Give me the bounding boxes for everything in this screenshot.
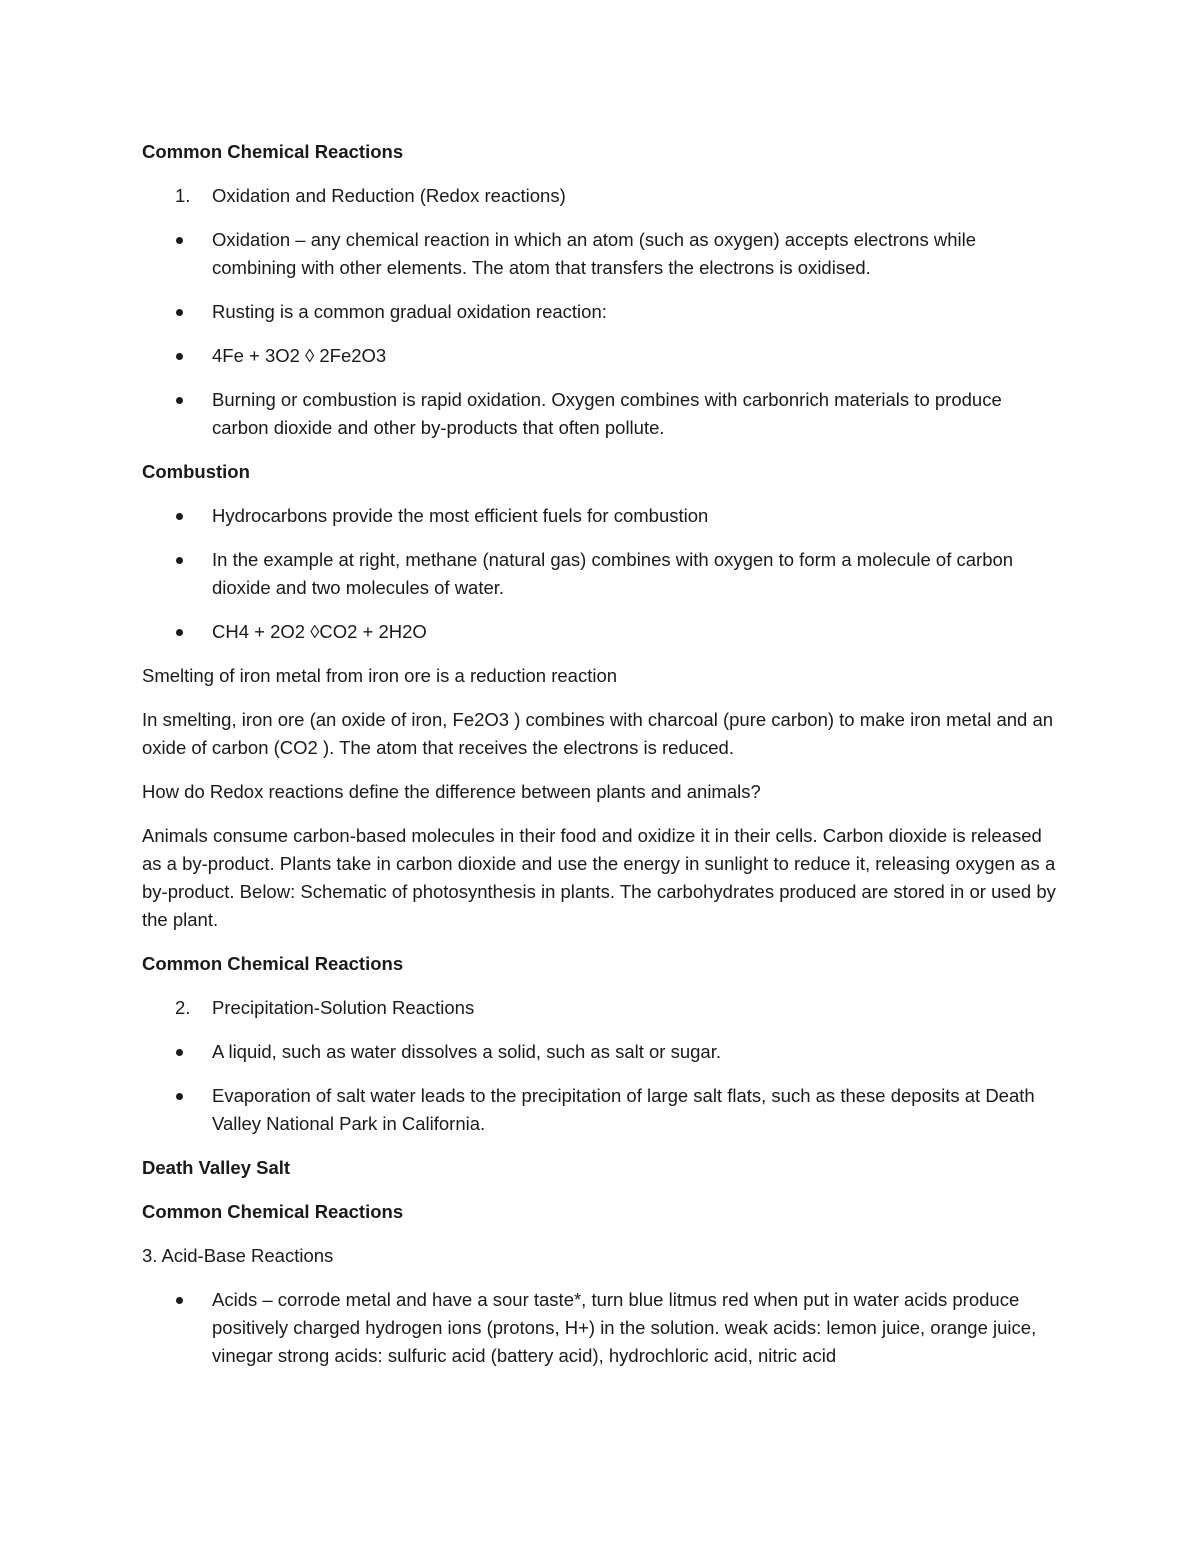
paragraph: How do Redox reactions define the difference between plants and animals? [142,781,761,802]
bullet-item [142,1038,1062,1066]
numbered-item [142,182,1062,210]
section-heading: Death Valley Salt [142,1157,291,1178]
bullet-item [142,386,1062,442]
bullet-item [142,502,1062,530]
bullet-item [142,546,1062,602]
bullet-text: Hydrocarbons provide the most efficient fuels for combustion [212,505,709,526]
bullet-text: In the example at right, methane (natural gas) combines with oxygen to form a molecule of carbon dioxide and two molecules of water. [212,549,1014,598]
document-page [142,138,1062,1386]
item-text: Precipitation-Solution Reactions [212,997,475,1018]
bullet-item [142,342,1062,370]
bullet-icon [176,557,183,564]
bullet-text: Rusting is a common gradual oxidation reaction: [212,301,607,322]
bullet-icon [176,629,183,636]
section-heading: Common Chemical Reactions [142,1201,404,1222]
bullet-text: Burning or combustion is rapid oxidation. Oxygen combines with carbonrich materials to produce carbon dioxide and other by-products that often pollute. [212,389,1002,438]
bullet-text: Evaporation of salt water leads to the precipitation of large salt flats, such as these deposits at Death Valley National Park in California. [212,1085,1035,1134]
item-text: Oxidation and Reduction (Redox reactions) [212,185,566,206]
bullet-item [142,298,1062,326]
item-number: 2. [175,997,191,1018]
bullet-icon [176,353,183,360]
bullet-text: Acids – corrode metal and have a sour taste*, turn blue litmus red when put in water acids produce positively charged hydrogen ions (protons, H+) in the solution. weak acids: lemon juice, orange juice, vinegar strong acids: sulfuric acid (battery acid), hydrochloric acid, nitric acid [212,1289,1037,1366]
item-number: 1. [175,185,191,206]
bullet-icon [176,513,183,520]
section-heading: Common Chemical Reactions [142,141,404,162]
paragraph: In smelting, iron ore (an oxide of iron, Fe2O3 ) combines with charcoal (pure carbon) to make iron metal and an oxide of carbon (CO2 ). The atom that receives the electrons is reduced. [142,709,1054,758]
bullet-icon [176,1093,183,1100]
bullet-text: 4Fe + 3O2 ◊ 2Fe2O3 [212,345,387,366]
numbered-item [142,994,1062,1022]
bullet-text: Oxidation – any chemical reaction in which an atom (such as oxygen) accepts electrons while combining with other elements. The atom that transfers the electrons is oxidised. [212,229,977,278]
paragraph: 3. Acid-Base Reactions [142,1245,334,1266]
bullet-icon [176,1049,183,1056]
bullet-text: A liquid, such as water dissolves a solid, such as salt or sugar. [212,1041,722,1062]
bullet-item [142,1286,1062,1370]
bullet-icon [176,309,183,316]
bullet-item [142,618,1062,646]
bullet-item [142,1082,1062,1138]
bullet-icon [176,237,183,244]
paragraph: Animals consume carbon-based molecules in their food and oxidize it in their cells. Carbon dioxide is released as a by-product. Plants take in carbon dioxide and use the energy in sunlight to reduce it, releasing oxygen as a by-product. Below: Schematic of photosynthesis in plants. The carbohydrates produced are stored in or used by the plant. [142,825,1056,930]
section-heading: Combustion [142,461,250,482]
bullet-icon [176,1297,183,1304]
bullet-icon [176,397,183,404]
bullet-text: CH4 + 2O2 ◊CO2 + 2H2O [212,621,427,642]
section-heading: Common Chemical Reactions [142,953,404,974]
paragraph: Smelting of iron metal from iron ore is a reduction reaction [142,665,618,686]
bullet-item [142,226,1062,282]
